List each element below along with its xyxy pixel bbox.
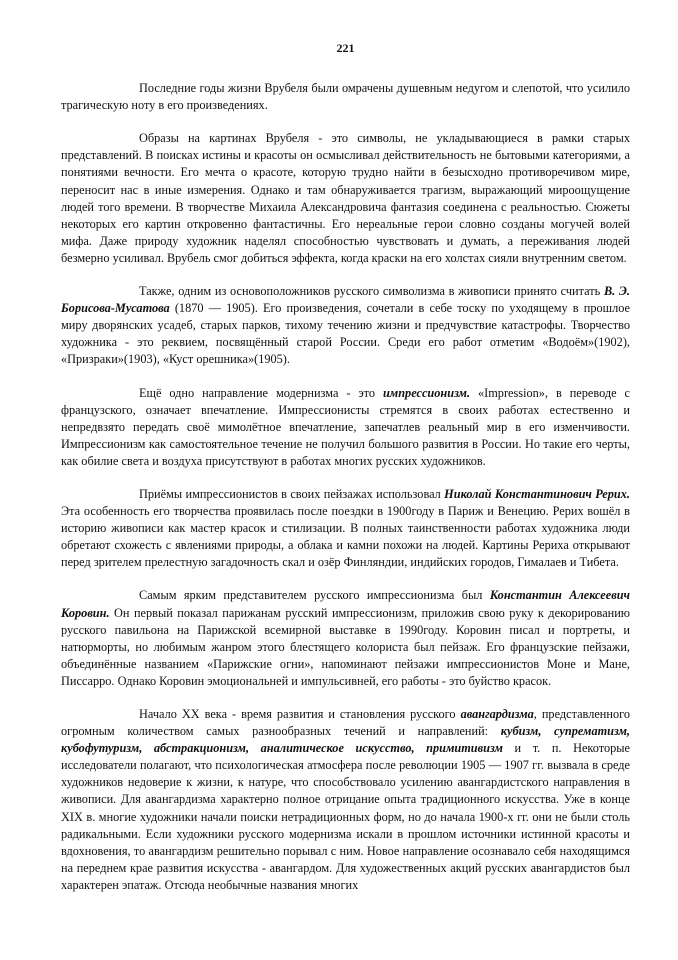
paragraph-text: Последние годы жизни Врубеля были омрачены душевным недугом и слепотой, что усилило трагическую ноту в его произведениях. — [61, 81, 630, 113]
paragraph-text: (1870 — 1905). Его произведения, сочетали в себе тоску по уходящему в прошлое миру дворянских усадеб, старых парков, тихому течению жизни и предчувствие катастрофы. Творчество художника - это реквием, посвящённый старой России. Среди его работ отметим «Водоём»(1902), «Призраки»(1903), «Куст орешника»(1905). — [61, 301, 630, 367]
term-avant-garde: авангардизма — [460, 707, 534, 721]
artist-name-borisov-musatov: В. Э. Борисова-Мусатова — [61, 284, 630, 316]
paragraph-text: Ещё одно направление модернизма - это — [139, 385, 383, 400]
paragraph-avant-garde — [61, 706, 630, 894]
paragraph-text: «Impression», в переводе с французского, означает впечатление. Импрессионисты стремятся в своих работах естественно и непредвзято передать своё мимолётное впечатление, запечатлев реальный мир в его изменчивости. Импрессионизм как самостоятельное течение не получил большого развития в России. Но такие его черты, как обилие света и воздуха присутствуют в работах многих русских художников. — [61, 385, 630, 468]
paragraph-borisov-musatov — [61, 283, 630, 368]
paragraph-impressionism — [61, 385, 630, 470]
paragraph-text: Эта особенность его творчества проявилась после поездки в 1900году в Париж и Венецию. Рерих вошёл в историю живописи как мастер красок и стилизации. В полных таинственности работах художника люди обретают схожесть с явлениями природы, а облака и камни похожи на людей. Картины Рериха открывают перед зрителем прелестную загадочность скал и озёр Финляндии, индийских городов, Гималаев и Тибета. — [61, 504, 630, 570]
paragraph-vrubel-illness — [61, 80, 630, 114]
paragraph-text: Самым ярким представителем русского импрессионизма был — [139, 588, 490, 603]
artist-name-roerich: Николай Константинович Рерих. — [444, 486, 630, 501]
paragraph-korovin — [61, 587, 630, 690]
artist-name-korovin: Константин Алексеевич Коровин. — [61, 588, 631, 620]
paragraph-text: Также, одним из основоположников русского символизма в живописи принято считать — [139, 284, 604, 299]
term-impressionism: импрессионизм. — [382, 385, 471, 400]
paragraph-vrubel-images — [61, 130, 630, 267]
paragraph-text: и т. п. Некоторые исследователи полагают, что психологическая атмосфера после революции 1905 — 1907 гг. вызвала в среде художников недоверие к жизни, к натуре, что способствовало усилению авангардистского направления в живописи. Для авангардизма характерно полное отрицание опыта традиционного искусства. Уже в конце XIX в. многие художники начали поиски нетрадиционных форм, но до начала 1900-х гг. они не были столь радикальными. Если художники русского модернизма искали в прошлом источники истинной красоты и вдохновения, то авангардизм решительно порывал с ним. Новое направление осознавало себя находящимся на переднем крае развития искусства - авангардом. Для художественных акций русских авангардистов был характерен эпатаж. Отсюда необычные названия многих — [61, 741, 630, 892]
paragraph-text: Приёмы импрессионистов в своих пейзажах использовал — [139, 486, 445, 501]
page-number: 221 — [336, 41, 355, 55]
paragraph-text: Образы на картинах Врубеля - это символы, не укладывающиеся в рамки старых представлений. В поисках истины и красоты он осмысливал действительность не бытовыми категориями, а понятиями вечности. Его мечта о красоте, которую трудно найти в безысходно противоречивом мире, переносит нас в иные измерения. Однако и там обнаруживается трагизм, выражающий мироощущение людей того времени. В творчестве Михаила Александровича фантазия соединена с реальностью. Сюжеты некоторых его картин откровенно фантастичны. Его нереальные герои словно созданы могучей волей мифа. Даже природу художник наделял способностью чувствовать и думать, а переживания людей безмерно усиливал. Врубель смог добиться эффекта, когда краски на его холстах сияли внутренним светом. — [61, 131, 630, 265]
paragraph-roerich — [61, 486, 630, 571]
paragraph-text: Начало XX века - время развития и становления русского — [139, 707, 461, 721]
paragraph-text: Он первый показал парижанам русский импрессионизм, приложив свою руку к декорированию русского павильона на Парижской всемирной выставке в 1990году. Коровин писал и портреты, и натюрморты, но любимым жанром этого блестящего колориста был пейзаж. Его французские пейзажи, объединённые названием «Парижские огни», напоминают пейзажи импрессионистов Моне и Мане, Писсарро. Однако Коровин эмоциональней и импульсивней, его работы - это буйство красок. — [61, 605, 630, 688]
term-avant-garde-movements: кубизм, супрематизм, кубофутуризм, абстракционизм, аналитическое искусство, примитивизм — [61, 724, 630, 756]
paragraph-text: , представленного огромным количеством самых разнообразных течений и направлений: — [61, 707, 630, 739]
